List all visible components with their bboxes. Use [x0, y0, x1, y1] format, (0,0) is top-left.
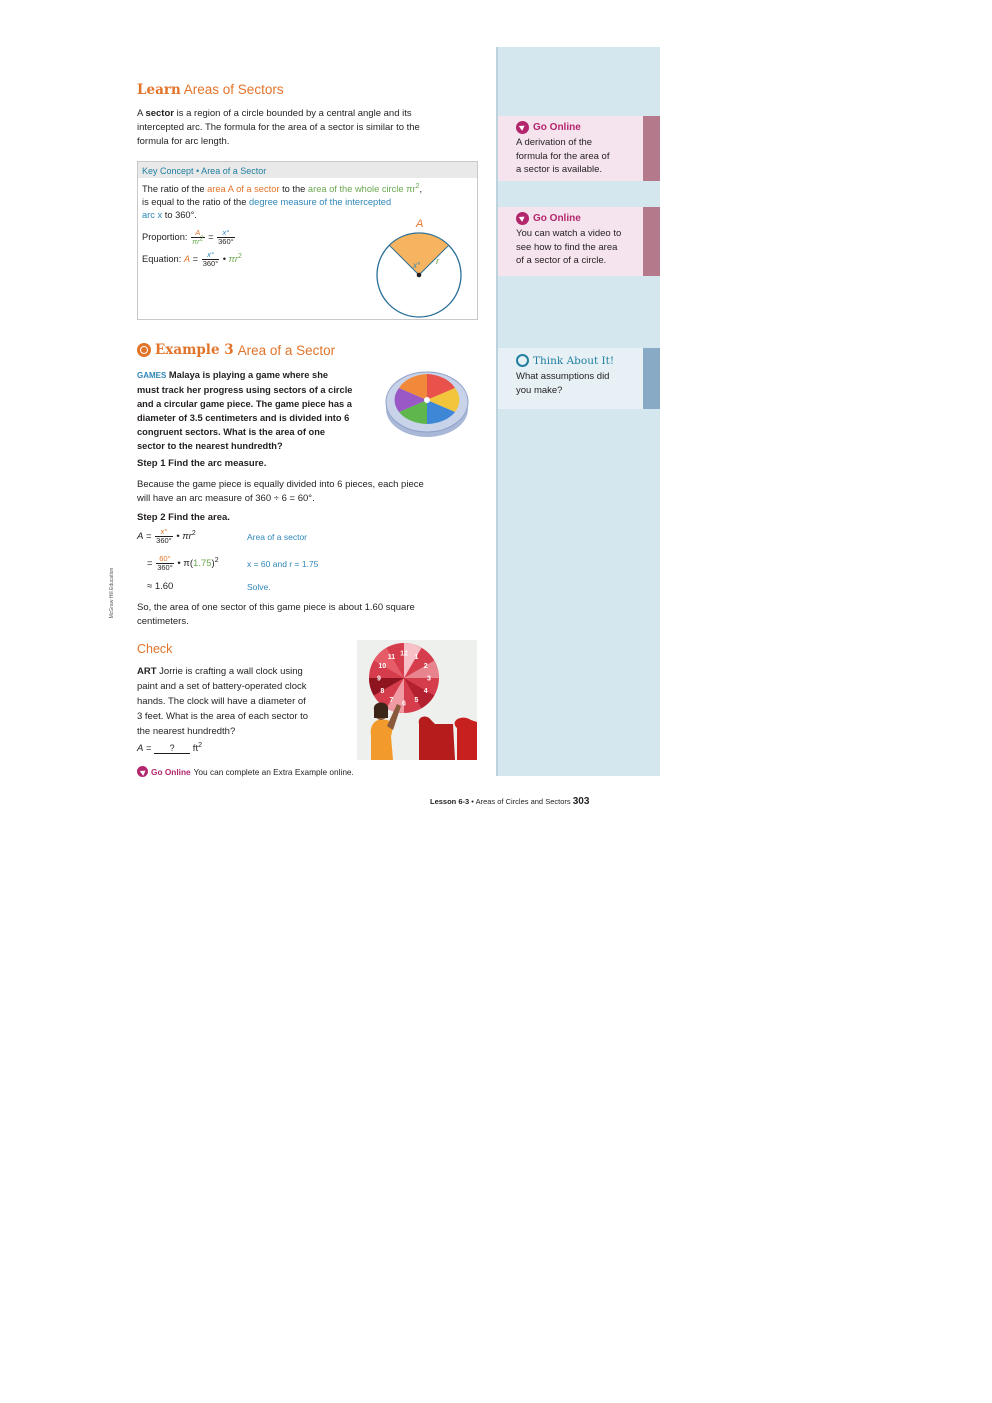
clock-number: 2 [423, 663, 428, 670]
text: is a region of a circle bounded by a central angle and its [173, 108, 412, 119]
answer-input[interactable]: ? [154, 743, 190, 754]
text: Jorrie is crafting a wall clock using [156, 666, 303, 677]
clock-number: 4 [423, 688, 428, 695]
frac-num: x° [217, 229, 235, 238]
check-answer: A = ? $ft^2$ [137, 741, 202, 754]
check-problem [137, 664, 352, 739]
term-sector: sector [145, 108, 174, 119]
key-concept-header: Key Concept • Area of a Sector [142, 166, 267, 176]
text: area A of a sector [207, 184, 280, 194]
text: A [137, 531, 144, 543]
text: arc x [142, 210, 163, 220]
think-title: Think About It! [533, 354, 615, 367]
text: • [469, 797, 476, 806]
game-piece-image [384, 362, 470, 440]
text: sector to the nearest hundredth? [137, 441, 283, 451]
key-concept-text: The ratio of the area A of a sector to the area of the whole circle $\pi r^2$, is equal to the ratio of the degree measure of the intercepted arc x to 360°. [142, 182, 423, 220]
note-line: What assumptions did [516, 371, 610, 382]
extra-example-link[interactable] [137, 766, 354, 777]
reason-2: x = 60 and r = 1.75 [247, 559, 319, 569]
example-problem [137, 368, 385, 453]
text: to the [279, 184, 308, 194]
label-r: r [436, 256, 439, 266]
text: ft [190, 743, 199, 754]
text: degree measure of the intercepted [248, 197, 392, 207]
learn-heading [137, 82, 284, 98]
example-label: Example 3 [155, 342, 234, 358]
cursor-icon [516, 212, 529, 225]
text: area of the whole circle πr [307, 184, 416, 194]
frac-den: πr [192, 237, 200, 247]
text: centimeters. [137, 616, 189, 627]
eq-pir2: πr [228, 254, 238, 264]
text: to 360°. [162, 210, 197, 220]
clock-number: 12 [400, 650, 408, 658]
proportion-formula: Proportion: $\frac{A}{\pi r2}$ = $\frac{x^\circ}{360^\circ}$ [142, 228, 234, 247]
note-line: You can watch a video to [516, 228, 622, 239]
text: will have an arc measure of 360 ÷ 6 = 60°. [137, 493, 315, 504]
label-x: x° [413, 261, 421, 270]
footer-lesson: Lesson 6-3 [430, 797, 470, 806]
go-online-label: Go Online [151, 766, 191, 777]
learn-label: Learn [137, 82, 181, 98]
page-footer [430, 796, 589, 807]
note-tab [643, 207, 660, 276]
frac-den: 360° [157, 563, 173, 572]
text: πr [182, 531, 192, 543]
reason-1: Area of a sector [247, 532, 308, 542]
step-1-heading: Step 1 Find the arc measure. [137, 458, 267, 469]
reason-3: Solve. [247, 582, 271, 592]
text: must track her progress using sectors of a circle [137, 385, 353, 395]
example-icon [137, 343, 151, 357]
text: the nearest hundredth? [137, 726, 236, 737]
text: • π( [174, 558, 194, 570]
topic-tag: ART [137, 666, 157, 677]
text: paint and a set of battery-operated clock [137, 681, 307, 692]
note-line: of a sector of a circle. [516, 255, 607, 266]
frac-den: 360° [218, 237, 234, 247]
note-line: see how to find the area [516, 241, 618, 253]
text: A [137, 743, 144, 754]
text: A [137, 108, 146, 119]
text: congruent sectors. What is the area of one [137, 427, 326, 437]
label-A: A [416, 218, 424, 230]
text: diameter of 3.5 centimeters and is divided into 6 [137, 413, 350, 423]
clock-number: 9 [377, 675, 381, 683]
text: So, the area of one sector of this game piece is about 1.60 square [137, 602, 415, 613]
clock-number: 8 [380, 688, 385, 695]
note-line: you make? [516, 384, 563, 396]
go-online-note-video[interactable] [498, 207, 643, 276]
topic-tag: GAMES [137, 371, 167, 380]
learn-intro [137, 107, 477, 149]
text: Malaya is playing a game where she [166, 370, 329, 380]
publisher-credit: McGraw Hill Education [109, 567, 115, 619]
clock-number: 1 [414, 653, 419, 661]
think-about-it-note [498, 348, 643, 409]
go-online-note-derivation[interactable] [498, 116, 643, 181]
note-tab [643, 116, 660, 181]
note-line: a sector is available. [516, 164, 603, 175]
example-title: Area of a Sector [237, 342, 336, 358]
clock-number: 5 [414, 697, 419, 705]
note-line: A derivation of the [516, 137, 593, 148]
equation-formula: Equation: A = $\frac{x^\circ}{360^\circ}$ • $\pi r^2$ [142, 250, 242, 269]
note-line: formula for the area of [516, 150, 610, 162]
calc-row-1: A = $\frac{x^\circ}{360^\circ}$ • $\pi r^2$ [137, 527, 196, 545]
note-title: Go Online [533, 213, 581, 224]
think-tab [643, 348, 660, 409]
frac-num: 60° [156, 555, 174, 564]
proportion-label: Proportion: [142, 232, 191, 242]
step-1-text [137, 478, 477, 506]
frac-num: x° [202, 251, 220, 260]
text: ) [211, 558, 215, 570]
text: = [143, 743, 155, 754]
cursor-icon [137, 766, 148, 777]
calc-row-2: = $\frac{60^\circ}{360^\circ}$ • $\pi(1.75)^2$ [147, 554, 219, 572]
example-heading [137, 342, 335, 358]
clock-number: 11 [387, 653, 396, 661]
frac-num: A [191, 229, 204, 238]
step-2-heading: Step 2 Find the area. [137, 512, 230, 523]
page-number: 303 [572, 796, 590, 807]
calc-row-3: ≈ 1.60 [147, 581, 174, 592]
frac-den: 360° [202, 259, 219, 269]
eq-A: A [183, 254, 191, 264]
clock-number: 10 [378, 663, 387, 670]
note-title: Go Online [533, 122, 581, 133]
text: 1.75 [193, 558, 212, 570]
text: hands. The clock will have a diameter of [137, 696, 306, 707]
text: Because the game piece is equally divided into 6 pieces, each piece [137, 479, 424, 490]
frac-num: x° [155, 528, 173, 537]
footer-title: Areas of Circles and Sectors [475, 797, 571, 806]
cursor-icon [516, 121, 529, 134]
text: is equal to the ratio of the [142, 197, 249, 207]
clock-number: 7 [389, 697, 394, 705]
frac-den: 360° [156, 536, 172, 545]
text: and a circular game piece. The game piece has a [137, 399, 352, 409]
check-heading: Check [137, 642, 173, 656]
text: You can complete an Extra Example online. [193, 766, 354, 777]
text: The ratio of the [142, 184, 208, 194]
sector-diagram [370, 212, 470, 322]
text: intercepted arc. The formula for the area of a sector is similar to the [137, 122, 420, 133]
clock-painting-image [357, 640, 477, 760]
clock-number: 3 [427, 675, 431, 683]
text: , [419, 184, 423, 194]
think-head-icon [516, 354, 529, 367]
equation-label: Equation: [142, 254, 184, 264]
center-point [417, 273, 422, 278]
text: 3 feet. What is the area of each sector to [137, 711, 309, 722]
clock-number: 6 [402, 700, 406, 708]
text: formula for arc length. [137, 136, 230, 147]
learn-title: Areas of Sectors [183, 82, 284, 97]
conclusion [137, 601, 477, 629]
